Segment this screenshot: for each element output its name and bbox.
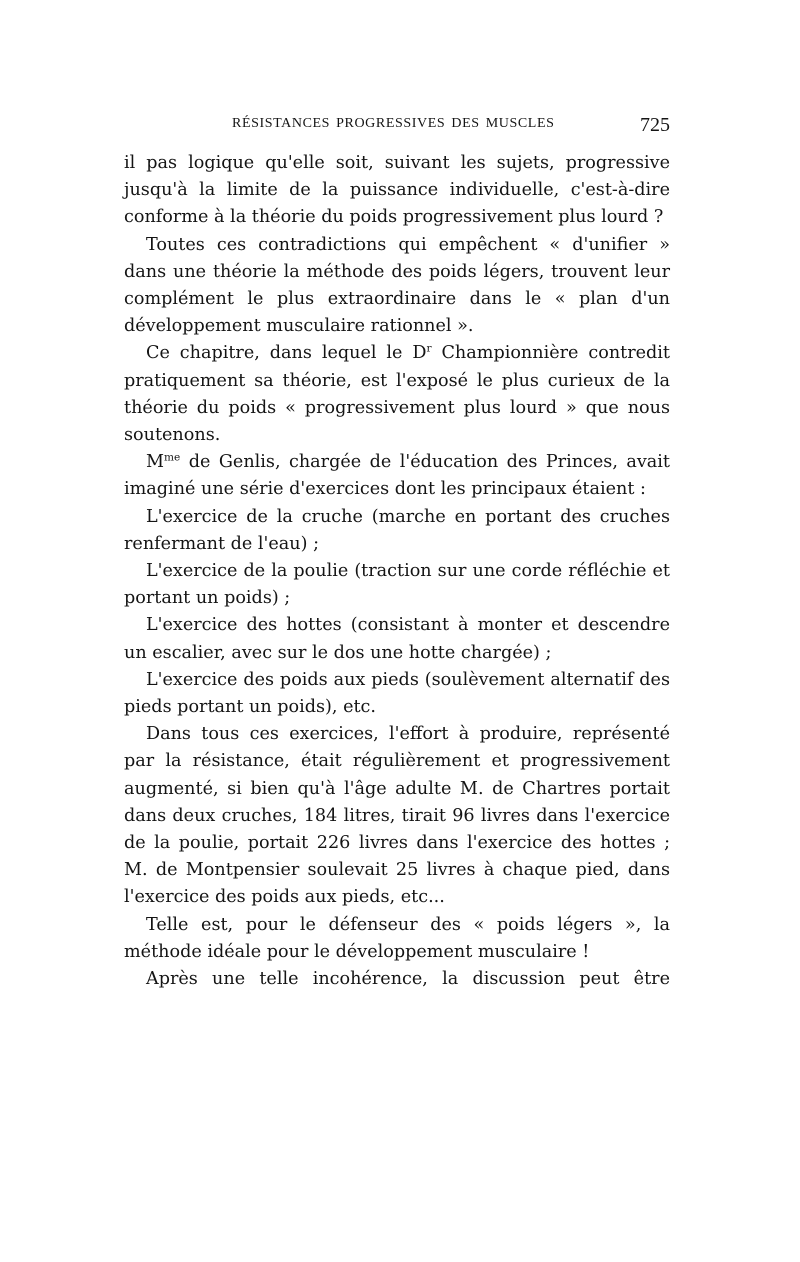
- paragraph-6: L'exercice de la poulie (traction sur une corde réfléchie et portant un poids) ;: [124, 561, 670, 609]
- paragraph-4: [124, 449, 670, 503]
- paragraph-3-text-start: Ce chapitre, dans lequel le D: [146, 343, 427, 364]
- paragraph-7: L'exercice des hottes (consistant à monter et descendre un escalier, avec sur le dos une hotte chargée) ;: [124, 615, 670, 663]
- paragraph-8: L'exercice des poids aux pieds (soulèvement alternatif des pieds portant un poids), etc.: [124, 669, 670, 718]
- paragraph-3-text-end: Championnière contredit pratiquement sa théorie, est l'exposé le plus curieux de la théorie du poids « progressivement plus lourd » que nous soutenons.: [124, 343, 671, 446]
- paragraph-3: [124, 340, 670, 449]
- madame-abbreviation: M: [146, 452, 165, 473]
- body-text: [124, 150, 670, 993]
- paragraph-1: il pas logique qu'elle soit, suivant les sujets, progressive jusqu'à la limite de la puissance individuelle, c'est-à-dire conforme à la théorie du poids progressivement plus lourd ?: [124, 153, 670, 228]
- paragraph-4-text: de Genlis, chargée de l'éducation des Princes, avait imaginé une série d'exercices dont les principaux étaient :: [124, 452, 670, 500]
- running-title: RÉSISTANCES PROGRESSIVES DES MUSCLES: [232, 116, 555, 131]
- paragraph-9: Dans tous ces exercices, l'effort à produire, représenté par la résistance, était régulièrement et progressivement augmenté, si bien qu'à l'âge adulte M. de Chartres portait dans deux cruches, 184 litres, tirait 96 livres dans l'exercice de la poulie, portait 226 livres dans l'exercice des hottes ; M. de Montpensier soulevait 25 livres à chaque pied, dans l'exercice des poids aux pieds, etc...: [124, 724, 670, 908]
- page-number: 725: [640, 114, 670, 136]
- running-header: [124, 116, 670, 140]
- paragraph-10: Telle est, pour le défenseur des « poids légers », la méthode idéale pour le développement musculaire !: [124, 914, 670, 962]
- paragraph-5: L'exercice de la cruche (marche en portant des cruches renfermant de l'eau) ;: [124, 506, 670, 554]
- doctor-abbreviation-superscript: r: [426, 343, 432, 356]
- paragraph-2: Toutes ces contradictions qui empêchent « d'unifier » dans une théorie la méthode des poids légers, trouvent leur complément le plus extraordinaire dans le « plan d'un développement musculaire rationnel ».: [124, 234, 670, 337]
- paragraph-11: Après une telle incohérence, la discussion peut être: [146, 969, 670, 990]
- madame-abbreviation-superscript: me: [164, 451, 181, 464]
